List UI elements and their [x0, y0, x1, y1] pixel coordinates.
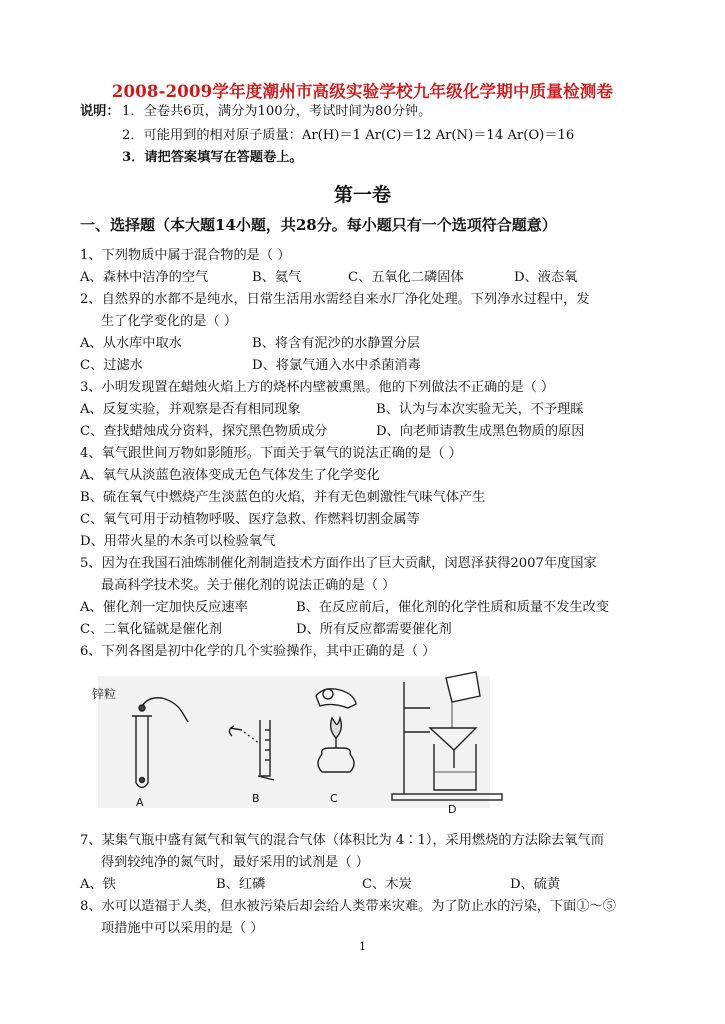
q7-stem-line2: 得到较纯净的氮气时，最好采用的试剂是（ ） — [101, 855, 369, 870]
figure-label-a: A — [136, 796, 144, 809]
section-heading: 一、选择题（本大题14小题，共28分。每小题只有一个选项符合题意） — [80, 216, 557, 234]
q8-stem-line1: 8、水可以造福于人类，但水被污染后却会给人类带来灾难。为了防止水的污染，下面①～⑤ — [80, 899, 616, 914]
q7-option-b: B、红磷 — [216, 877, 266, 892]
q4-option-a: A、氧气从淡蓝色液体变成无色气体发生了化学变化 — [80, 468, 380, 483]
page-title: 2008-2009学年度潮州市高级实验学校九年级化学期中质量检测卷 — [111, 82, 614, 101]
q1-option-b: B、氦气 — [252, 270, 302, 285]
figure-caption-zinc: 锌粒 — [92, 687, 117, 701]
q1-option-c: C、五氧化二磷固体 — [348, 270, 464, 285]
note-1: 1．全卷共6页，满分为100分，考试时间为80分钟。 — [122, 104, 432, 119]
q5-stem-line2: 最高科学技术奖。关于催化剂的说法正确的是（ ） — [101, 578, 396, 593]
q2-option-c: C、过滤水 — [80, 358, 143, 373]
q3-stem: 3、小明发现置在蜡烛火焰上方的烧杯内壁被熏黑。他的下列做法不正确的是（ ） — [80, 380, 555, 395]
experiment-figure — [84, 668, 504, 818]
note-2: 2．可能用到的相对原子质量：Ar(H)＝1 Ar(C)＝12 Ar(N)＝14 Ar(O)＝16 — [122, 128, 575, 143]
q2-option-a: A、从水库中取水 — [80, 336, 182, 351]
q5-option-a: A、催化剂一定加快反应速率 — [80, 600, 248, 615]
notes-label: 说明： — [80, 104, 120, 119]
q1-option-d: D、液态氧 — [514, 270, 578, 285]
q5-option-b: B、在反应前后，催化剂的化学性质和质量不发生改变 — [296, 600, 610, 615]
q2-option-b: B、将含有泥沙的水静置分层 — [252, 336, 420, 351]
q7-stem-line1: 7、某集气瓶中盛有氮气和氧气的混合气体（体积比为 4∶1），采用燃烧的方法除去氧气而 — [80, 833, 604, 848]
q6-stem: 6、下列各图是初中化学的几个实验操作，其中正确的是（ ） — [80, 644, 436, 659]
q4-option-d: D、用带火星的木条可以检验氧气 — [80, 534, 276, 549]
q4-option-c: C、氧气可用于动植物呼吸、医疗急救、作燃料切割金属等 — [80, 512, 420, 527]
figure-label-c: C — [330, 792, 338, 805]
q7-option-a: A、铁 — [80, 877, 116, 892]
page-number: 1 — [359, 940, 366, 953]
q5-option-d: D、所有反应都需要催化剂 — [296, 622, 452, 637]
q7-option-d: D、硫黄 — [510, 877, 561, 892]
q3-option-a: A、反复实验，并观察是否有相同现象 — [80, 402, 301, 417]
q2-stem-line1: 2、自然界的水都不是纯水，日常生活用水需经自来水厂净化处理。下列净水过程中，发 — [80, 292, 590, 307]
q1-stem: 1、下列物质中属于混合物的是（ ） — [80, 248, 291, 263]
q1-option-a: A、森林中洁净的空气 — [80, 270, 209, 285]
q3-option-b: B、认为与本次实验无关，不予理睬 — [376, 402, 584, 417]
q3-option-d: D、向老师请教生成黑色物质的原因 — [376, 424, 585, 439]
figure-label-b: B — [252, 792, 260, 805]
q3-option-c: C、查找蜡烛成分资料，探究黑色物质成分 — [80, 424, 328, 439]
q4-stem: 4、氧气跟世间万物如影随形。下面关于氧气的说法正确的是（ ） — [80, 446, 462, 461]
q5-option-c: C、二氧化锰就是催化剂 — [80, 622, 222, 637]
q7-option-c: C、木炭 — [362, 877, 412, 892]
q4-option-b: B、硫在氧气中燃烧产生淡蓝色的火焰，并有无色刺激性气味气体产生 — [80, 490, 486, 505]
volume-title: 第一卷 — [333, 184, 391, 206]
figure-label-d: D — [448, 803, 457, 816]
note-3: 3．请把答案填写在答题卷上。 — [122, 150, 303, 165]
q8-stem-line2: 项措施中可以采用的是（ ） — [101, 921, 264, 936]
q2-option-d: D、将氯气通入水中杀菌消毒 — [252, 358, 421, 373]
q5-stem-line1: 5、因为在我国石油炼制催化剂制造技术方面作出了巨大贡献，闵恩泽获得2007年度国家 — [80, 556, 597, 571]
q2-stem-line2: 生了化学变化的是（ ） — [101, 314, 238, 329]
